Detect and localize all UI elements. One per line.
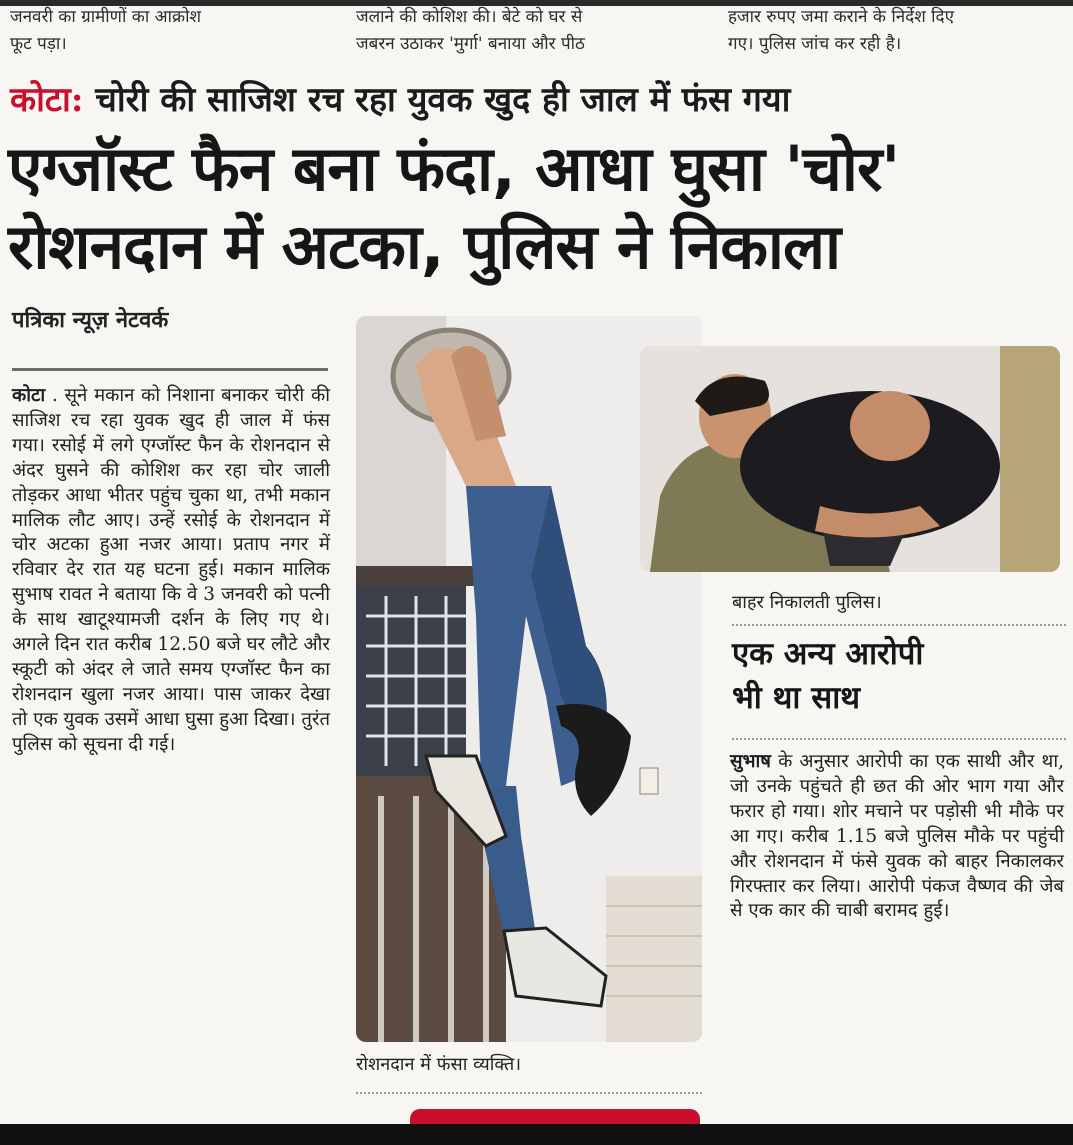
headline (8, 130, 1068, 286)
subheading (732, 632, 1068, 720)
byline-rule (12, 368, 328, 371)
kicker-place: कोटा (10, 80, 71, 120)
previous-story-column-2 (356, 4, 706, 58)
photo-illustration (640, 346, 1060, 572)
body-column (12, 384, 330, 758)
side-lead: सुभाष (730, 751, 771, 772)
caption-divider (732, 624, 1066, 626)
previous-story-column-1 (10, 4, 340, 58)
kicker-text: चोरी की साजिश रच रहा युवक खुद ही जाल में फंस गया (83, 80, 791, 120)
kicker-separator: : (70, 80, 84, 120)
side-body-column (730, 750, 1064, 924)
body-text: . सूने मकान को निशाना बनाकर चोरी की साजिश रच रहा युवक खुद ही जाल में फंस गया। रसोई में लगे एग्जॉस्ट फैन के रोशनदान से अंदर घुसने की कोशिश कर रहा चोर जाली तोड़कर आधा भीतर पहुंच चुका था, तभी मकान मालिक लौट आए। उन्हें रसोई के रोशनदान में चोर अटका हुआ नजर आया। प्रताप नगर में रविवार देर रात यह घटना हुई। मकान मालिक सुभाष रावत ने बताया कि वे 3 जनवरी को पत्नी के साथ खाटूश्यामजी दर्शन के लिए गए थे। अगले दिन रात करीब 12.50 बजे घर लौटे और स्कूटी को अंदर ले जाते समय एग्जॉस्ट फैन का रोशनदान खुला नजर आया। पास जाकर देखा तो एक युवक उसमें आधा घुसा हुआ दिखा। तुरंत पुलिस को सूचना दी गई। (12, 385, 330, 755)
headline-line-1: एग्जॉस्ट फैन बना फंदा, आधा घुसा 'चोर' (8, 132, 900, 205)
byline: पत्रिका न्यूज़ नेटवर्क (12, 307, 169, 333)
bottom-edge (0, 1124, 1073, 1145)
caption-divider (356, 1092, 702, 1094)
side-body-text: के अनुसार आरोपी का एक साथी और था, जो उनके पहुंचते ही छत की ओर भाग गया और फरार हो गया। शोर मचाने पर पड़ोसी भी मौके पर आ गए। करीब 1.15 बजे पुलिस मौके पर पहुंची और रोशनदान में फंसे युवक को बाहर निकालकर गिरफ्तार कर लिया। आरोपी पंकज वैष्णव की जेब से एक कार की चाबी बरामद हुई। (730, 751, 1064, 922)
previous-story-line: जबरन उठाकर 'मुर्गा' बनाया और पीठ (356, 34, 585, 54)
photo2-caption: बाहर निकालती पुलिस। (732, 592, 882, 613)
previous-story-line: फूट पड़ा। (10, 34, 67, 54)
previous-story-column-3 (728, 4, 1068, 58)
subheading-line-2: भी था साथ (732, 680, 861, 716)
photo-police-rescue (640, 346, 1060, 572)
previous-story-line: गए। पुलिस जांच कर रही है। (728, 34, 902, 54)
dateline: कोटा (12, 385, 46, 406)
subheading-line-1: एक अन्य आरोपी (732, 636, 924, 672)
previous-story-line: जनवरी का ग्रामीणों का आक्रोश (10, 7, 202, 27)
photo1-caption: रोशनदान में फंसा व्यक्ति। (356, 1054, 522, 1075)
subheading-divider (732, 738, 1066, 740)
previous-story-line: जलाने की कोशिश की। बेटे को घर से (356, 7, 583, 27)
headline-line-2: रोशनदान में अटका, पुलिस ने निकाला (8, 210, 841, 283)
previous-story-line: हजार रुपए जमा कराने के निर्देश दिए (728, 7, 954, 27)
kicker (10, 78, 1070, 122)
